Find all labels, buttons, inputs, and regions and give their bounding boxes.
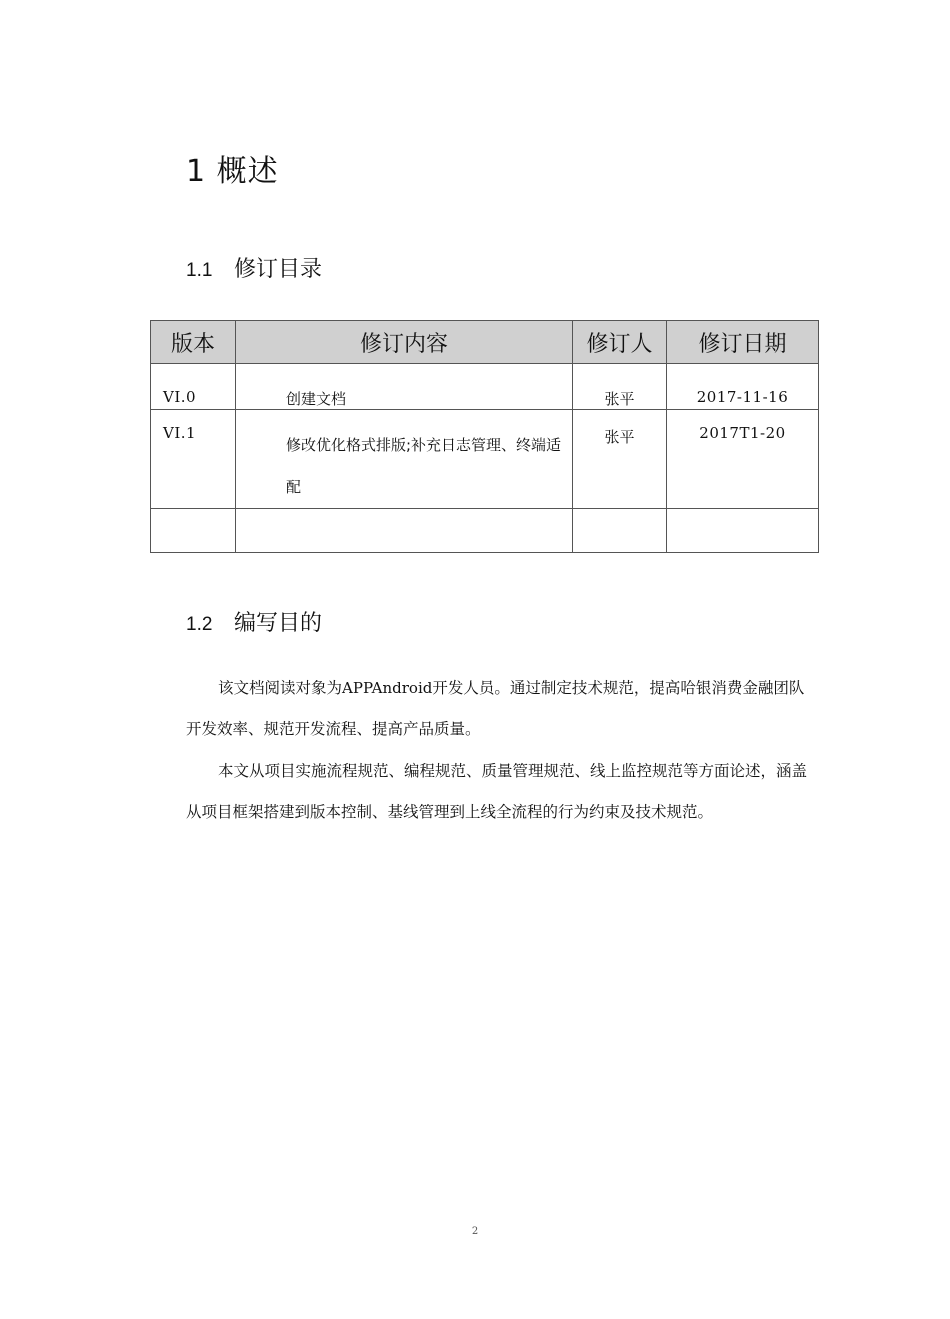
header-date: 修订日期	[667, 321, 819, 364]
revision-table	[150, 320, 819, 553]
header-version: 版本	[151, 321, 236, 364]
cell-date	[667, 509, 819, 553]
table-row	[151, 364, 819, 410]
cell-author	[573, 509, 667, 553]
page-heading: 1 概述	[186, 154, 279, 189]
header-content: 修订内容	[236, 321, 573, 364]
paragraph-scope: 本文从项目实施流程规范、编程规范、质量管理规范、线上监控规范等方面论述，涵盖从项目框架搭建到版本控制、基线管理到上线全流程的行为约束及技术规范。	[186, 762, 808, 821]
cell-date: 2017-11-16	[667, 364, 819, 410]
cell-content	[236, 509, 573, 553]
paragraph-text: 该文档阅读对象为	[218, 679, 343, 697]
cell-version	[151, 509, 236, 553]
cell-version: VI.0	[151, 364, 236, 410]
section-number: 1.2	[186, 614, 213, 635]
section-number: 1.1	[186, 260, 213, 281]
paragraph-audience	[186, 668, 816, 750]
section-heading-revision	[186, 252, 322, 283]
table-row	[151, 410, 819, 509]
section-title: 编写目的	[234, 611, 323, 636]
table-row	[151, 509, 819, 553]
page-number: 2	[471, 1226, 479, 1237]
section-heading-purpose	[186, 606, 322, 637]
section-title: 修订目录	[234, 257, 323, 282]
header-author: 修订人	[573, 321, 667, 364]
cell-content: 修改优化格式排版;补充日志管理、终端适配	[236, 410, 573, 509]
cell-date: 2017T1-20	[667, 410, 819, 509]
cell-author: 张平	[573, 410, 667, 509]
cell-author: 张平	[573, 364, 667, 410]
table-header-row	[151, 321, 819, 364]
paragraph-term: APPAndroid	[342, 679, 433, 697]
cell-version: VI.1	[151, 410, 236, 509]
paragraph-text: 开发人员。通过制定技术规范，提高哈银消费金融团队开发效率、规范开发流程、提高产品质量。	[186, 679, 805, 738]
cell-content: 创建文档	[236, 364, 573, 410]
